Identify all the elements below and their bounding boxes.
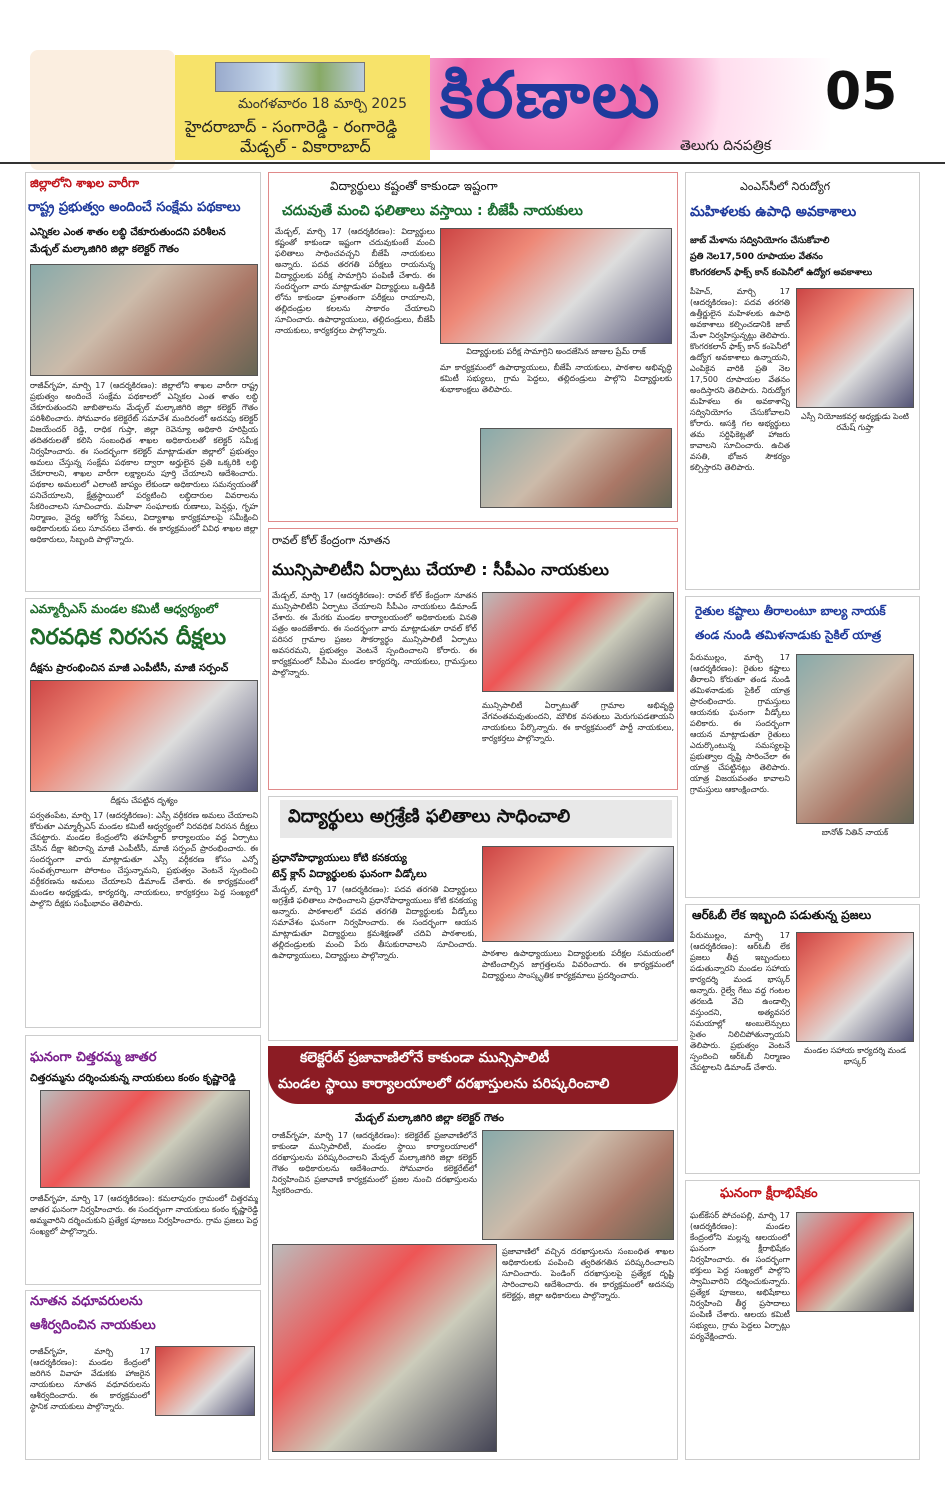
prajavani-photo: [482, 1130, 674, 1240]
masthead-title: కిరణాలు: [440, 58, 662, 133]
article-body-2: మా కార్యక్రమంలో ఉపాధ్యాయులు, బీజేపీ నాయకులు, పాఠశాల అభివృద్ధి కమిటీ సభ్యులు, గ్రామ పెద్దలు, తల్లిదండ్రులు పాల్గొని విద్యార్థులకు శుభాకాంక్షలు తెలిపారు.: [440, 363, 672, 394]
wedding-photo: [155, 1346, 255, 1416]
bullet: దీక్షను ప్రారంభించిన మాజీ ఎంపీటీసీ, మాజీ సర్పంచ్: [30, 663, 229, 674]
bullet: కొంగరకలాన్ ఫాక్స్ కాన్ కంపెనీలో ఉద్యోగ అవకాశాలు: [690, 268, 873, 278]
article-body: పర్వతంపేట, మార్చి 17 (ఆదర్శకిరణం): ఎస్సీ వర్గీకరణ అమలు చేయాలని కోరుతూ ఎమ్మార్పీఎస్ మండల కమిటీ ఆధ్వర్యంలో నిరవధిక నిరసన దీక్షలు చేపట్టారు. మండల కేంద్రంలోని తహసీల్దార్ కార్యాలయం వద్ద ఏర్పాటు చేసిన దీక్షా శిబిరాన్ని మాజీ ఎంపీటీసీ, మాజీ సర్పంచ్ ప్రారంభించారు. ఈ సందర్భంగా వారు మాట్లాడుతూ ఎస్సీ వర్గీకరణ కోసం ఎన్నో సంవత్సరాలుగా పోరాటం చేస్తున్నామని, ప్రభుత్వం వెంటనే స్పందించి వర్గీకరణను అమలు చేయాలని డిమాండ్ చేశారు. ఈ కార్యక్రమంలో మండల అధ్యక్షుడు, కార్యదర్శి, నాయకులు, కార్యకర్తలు పెద్ద సంఖ్యలో పాల్గొని దీక్షకు సంఘీభావం తెలిపారు.: [30, 811, 258, 908]
photo-caption: విద్యార్థులకు పరీక్ష సామాగ్రిని అందజేసిన జాజుల ప్రేమ్ రాజ్: [466, 347, 646, 356]
temple-photo: [40, 1090, 250, 1188]
edition-line-2: మేడ్చల్ - వికారాబాద్: [240, 137, 371, 156]
article-body: పీహెచ్, మార్చి 17 (ఆదర్శకిరణం): పదవ తరగతి ఉత్తీర్ణులైన మహిళలకు ఉపాధి అవకాశాలు కల్పించడానికి జాబ్ మేళా నిర్వహిస్తున్నట్లు తెలిపారు. కొంగరకలాన్ ఫాక్స్ కాన్ కంపెనీలో ఉద్యోగ అవకాశాలు ఉన్నాయని, ఎంపికైన వారికి ప్రతి నెల 17,500 రూపాయల వేతనం అందిస్తారని తెలిపారు. నిరుద్యోగ మహిళలు ఈ అవకాశాన్ని సద్వినియోగం చేసుకోవాలని కోరారు. ఆసక్తి గల అభ్యర్థులు తమ సర్టిఫికెట్లతో హాజరు కావాలని సూచించారు. ఉచిత వసతి, భోజన సౌకర్యం కల్పిస్తారని తెలిపారు.: [690, 287, 790, 472]
article-body: ఘట్‌కేసర్ పోచంపల్లి, మార్చి 17 (ఆదర్శకిరణం): మండల కేంద్రంలోని మల్లన్న ఆలయంలో ఘనంగా క్షీరాభిషేకం నిర్వహించారు. ఈ సందర్భంగా భక్తులు పెద్ద సంఖ్యలో పాల్గొని స్వామివారిని దర్శించుకున్నారు. ప్రత్యేక పూజలు, అభిషేకాలు నిర్వహించి తీర్థ ప్రసాదాలు పంపిణీ చేశారు. ఆలయ కమిటీ సభ్యులు, గ్రామ పెద్దలు ఏర్పాట్లు పర్యవేక్షించారు.: [690, 1211, 790, 1341]
kicker: ఎంఎస్‌సీలో నిరుద్యోగ: [740, 180, 831, 193]
headline: రైతుల కష్టాలు తీరాలంటూ బాల్య నాయక్: [695, 604, 886, 618]
students-photo: [440, 228, 672, 344]
bullet: మేడ్చల్ మల్కాజిగిరి జిల్లా కలెక్టర్ గౌతం: [355, 1113, 504, 1124]
headline: కలెక్టరేట్ ప్రజావాణిలోనే కాకుండా మున్సిపాలిటీ: [300, 1050, 550, 1066]
article-body-2: మున్సిపాలిటీ ఏర్పాటుతో గ్రామాల అభివృద్ధి వేగవంతమవుతుందని, మౌలిక వసతులు మెరుగుపడతాయని నాయకులు పేర్కొన్నారు. ఈ కార్యక్రమంలో పార్టీ నాయకులు, కార్యకర్తలు పాల్గొన్నారు.: [482, 701, 674, 743]
article-body: మేడ్చల్, మార్చి 17 (ఆదర్శకిరణం): రావల్ కోల్ కేంద్రంగా నూతన మున్సిపాలిటీని ఏర్పాటు చేయాలని సీపీఎం నాయకులు డిమాండ్ చేశారు. ఈ మేరకు మండల కార్యాలయంలో అధికారులకు వినతి పత్రం అందజేశారు. ఈ సందర్భంగా వారు మాట్లాడుతూ రావల్ కోల్ పరిసర గ్రామాల ప్రజల సౌకర్యార్థం మున్సిపాలిటీ ఏర్పాటు అవసరమని, ప్రభుత్వం వెంటనే స్పందించాలని కోరారు. ఈ కార్యక్రమంలో సీపీఎం మండల కార్యదర్శి, నాయకులు, గ్రామస్తులు పాల్గొన్నారు.: [272, 591, 477, 677]
article-body: రాజీవ్‌గృహ, మార్చి 17 (ఆదర్శకిరణం): మండల కేంద్రంలో జరిగిన వివాహ వేడుకకు హాజరైన నాయకులు నూతన వధూవరులను ఆశీర్వదించారు. ఈ కార్యక్రమంలో స్థానిక నాయకులు పాల్గొన్నారు.: [30, 1347, 150, 1411]
article-body: రాజీవ్‌గృహ, మార్చి 17 (ఆదర్శకిరణం): కలెక్టరేట్ ప్రజావాణిలోనే కాకుండా మున్సిపాలిటీ, మండల స్థాయి కార్యాలయాలలో దరఖాస్తులను పరిష్కరించాలని మేడ్చల్ మల్కాజిగిరి జిల్లా కలెక్టర్ గౌతం అధికారులను ఆదేశించారు. సోమవారం కలెక్టరేట్‌లో నిర్వహించిన ప్రజావాణి కార్యక్రమంలో ప్రజల నుంచి దరఖాస్తులను స్వీకరించారు.: [272, 1131, 477, 1195]
bullet: మేడ్చల్ మల్కాజిగిరి జిల్లా కలెక్టర్ గౌతం: [30, 244, 179, 255]
ritual-photo: [796, 1212, 914, 1312]
bullet: టెన్త్ క్లాస్ విద్యార్థులకు ఘనంగా వీడ్కోలు: [272, 869, 427, 880]
photo-caption: ఎస్సీ నియోజకవర్గ అధ్యక్షుడు పెంటి ర‌మేష్ గుప్తా: [801, 412, 909, 432]
article-body-2: పాఠశాల ఉపాధ్యాయులు విద్యార్థులకు పరీక్షల సమయంలో పాటించాల్సిన జాగ్రత్తలను వివరించారు. ఈ కార్యక్రమంలో విద్యార్థులు సాంస్కృతిక కార్యక్రమాలు ప్రదర్శించారు.: [482, 949, 674, 980]
article-body: పేరుముల్లం, మార్చి 17 (ఆదర్శకిరణం): రైతుల కష్టాలు తీరాలని కోరుతూ తండ నుండి తమిళనాడుకు సైకిల్ యాత్ర ప్రారంభించారు. గ్రామస్తులు ఆయనకు ఘనంగా వీడ్కోలు పలికారు. ఈ సందర్భంగా ఆయన మాట్లాడుతూ రైతులు ఎదుర్కొంటున్న సమస్యలపై ప్రభుత్వాల దృష్టి సారించేలా ఈ యాత్ర చేపట్టినట్లు తెలిపారు. యాత్ర విజయవంతం కావాలని గ్రామస్తులు ఆకాంక్షించారు.: [690, 653, 790, 794]
bullet: జాబ్ మేళాను సద్వినియోగం చేసుకోవాలి: [690, 236, 830, 246]
headline-line-2: మండల స్థాయి కార్యాలయాలలో దరఖాస్తులను పరిష్కరించాలి: [278, 1076, 610, 1092]
kicker: రావల్ కోల్ కేంద్రంగా నూతన: [272, 534, 391, 547]
bullet: ఎన్నికల ఎంత శాతం లబ్ధి చేకూరుతుందని పరిశీలన: [30, 227, 226, 238]
social-media-logo: [30, 50, 175, 170]
header-divider: [0, 162, 945, 164]
article-body: పేరుముల్లం, మార్చి 17 (ఆదర్శకిరణం): ఆర్ఓబీ లేక ప్రజలు తీవ్ర ఇబ్బందులు పడుతున్నారని మండల సహాయ కార్యదర్శి మండ భాస్కర్ అన్నారు. రైల్వే గేటు వద్ద గంటల తరబడి వేచి ఉండాల్సి వస్తుందని, అత్యవసర సమయాల్లో అంబులెన్సులు సైతం నిలిచిపోతున్నాయని తెలిపారు. ప్రభుత్వం వెంటనే స్పందించి ఆర్ఓబీ నిర్మాణం చేపట్టాలని డిమాండ్ చేశారు.: [690, 931, 790, 1072]
photo-caption: మండల సహాయ కార్యదర్శి మండ భాస్కర్: [803, 1046, 907, 1066]
headline: ఘనంగా చిత్తరమ్మ జాతర: [30, 1050, 157, 1065]
leader-portrait: [796, 288, 914, 408]
article-body: రాజీవ్‌గృహ, మార్చి 17 (ఆదర్శకిరణం): కమలాపురం గ్రామంలో చిత్తరమ్మ జాతర ఘనంగా నిర్వహించారు. ఈ సందర్భంగా నాయకులు కంఠం కృష్ణారెడ్డి అమ్మవారిని దర్శించుకుని ప్రత్యేక పూజలు నిర్వహించారు. గ్రామ ప్రజలు పెద్ద సంఖ్యలో పాల్గొన్నారు.: [30, 1194, 258, 1236]
cyclist-photo: [796, 654, 914, 824]
headline-line-2: తండ నుండి తమిళనాడుకు సైకిల్ యాత్ర: [695, 628, 882, 642]
city-skyline-image: [215, 62, 365, 92]
applicants-photo: [272, 1244, 497, 1452]
protest-photo: [30, 680, 258, 792]
article-body-2: ప్రజావాణిలో వచ్చిన దరఖాస్తులను సంబంధిత శాఖల అధికారులకు పంపించి త్వరితగతిన పరిష్కరించాలని సూచించారు. పెండింగ్ దరఖాస్తులపై ప్రత్యేక దృష్టి సారించాలని ఆదేశించారు. ఈ కార్యక్రమంలో అదనపు కలెక్టర్లు, జిల్లా అధికారులు పాల్గొన్నారు.: [502, 1247, 674, 1300]
issue-date: మంగళవారం 18 మార్చి 2025: [238, 96, 407, 112]
article-body: మేడ్చల్, మార్చి 17 (ఆదర్శకిరణం): విద్యార్థులు కష్టంతో కాకుండా ఇష్టంగా చదువుకుంటే మంచి ఫలితాలు సాధించవచ్చని బీజేపీ నాయకులు అన్నారు. పదవ తరగతి పరీక్షలు రాయనున్న విద్యార్థులకు పరీక్ష సామాగ్రిని పంపిణీ చేశారు. ఈ సందర్భంగా వారు మాట్లాడుతూ విద్యార్థులు ఒత్తిడికి లోను కాకుండా ప్రశాంతంగా పరీక్షలు రాయాలని, తల్లిదండ్రుల కలలను సాకారం చేయాలని సూచించారు. ఉపాధ్యాయులు, తల్లిదండ్రులు, బీజేపీ నాయకులు, కార్యకర్తలు పాల్గొన్నారు.: [275, 227, 435, 335]
headline: ఘనంగా క్షీరాభిషేకం: [720, 1186, 818, 1201]
bullet: ప్రధానోపాధ్యాయులు కోటి కనకయ్య: [272, 853, 407, 864]
headline-line-2: ఆశీర్వదించిన నాయకులు: [30, 1318, 156, 1333]
article-body: మేడ్చల్, మార్చి 17 (ఆదర్శకిరణం): పదవ తరగతి విద్యార్థులు అగ్రశ్రేణి ఫలితాలు సాధించాలని ప్రధానోపాధ్యాయులు కోటి కనకయ్య అన్నారు. పాఠశాలలో పదవ తరగతి విద్యార్థులకు వీడ్కోలు సమావేశం ఘనంగా నిర్వహించారు. ఈ సందర్భంగా ఆయన మాట్లాడుతూ విద్యార్థులు క్రమశిక్షణతో చదివి పాఠశాలకు, తల్లిదండ్రులకు మంచి పేరు తీసుకురావాలని సూచించారు. ఉపాధ్యాయులు, విద్యార్థులు పాల్గొన్నారు.: [272, 885, 477, 960]
headline: చదువుతే మంచి ఫలితాలు వస్తాయి : బీజేపీ నాయకులు: [282, 203, 583, 219]
article-body: రాజీవ్‌గృహ, మార్చి 17 (ఆదర్శకిరణం): జిల్లాలోని శాఖల వారీగా రాష్ట్ర ప్రభుత్వం అందించే సంక్షేమ పథకాలలో ఎన్నికల ఎంత శాతం లబ్ధి చేకూరుతుందని జాబితాలను మేడ్చల్ మల్కాజిగిరి జిల్లా కలెక్టర్ గౌతం పరిశీలించారు. సోమవారం కలెక్టరేట్ సమావేశ మందిరంలో అదనపు కలెక్టర్ విజయేందర్ రెడ్డి, రాధిక గుప్తా, జిల్లా రెవెన్యూ అధికారి హరిప్రియ తదితరులతో కలిసి సంబంధిత శాఖల అధికారులతో కలెక్టర్ సమీక్ష నిర్వహించారు. ఈ సందర్భంగా కలెక్టర్ మాట్లాడుతూ జిల్లాలో ప్రభుత్వం అమలు చేస్తున్న సంక్షేమ పథకాల ద్వారా అర్హులైన ప్రతి ఒక్కరికి లబ్ధి చేకూరాలని, శాఖల వారీగా లక్ష్యాలను పూర్తి చేయాలని ఆదేశించారు. పథకాల అమలులో ఎలాంటి జాప్యం లేకుండా అధికారులు సమన్వయంతో పనిచేయాలని, క్షేత్రస్థాయిలో పర్యటించి లబ్ధిదారుల వివరాలను సేకరించాలని సూచించారు. మహిళా సంఘాలకు రుణాలు, పెన్షన్లు, గృహ నిర్మాణం, వైద్య ఆరోగ్య సేవలు, విద్యాశాఖ కార్యక్రమాలపై సమీక్షించి అధికారులకు పలు సూచనలు చేశారు. ఈ కార్యక్రమంలో వివిధ శాఖల జిల్లా అధికారులు, సిబ్బంది పాల్గొన్నారు.: [30, 381, 258, 544]
edition-line-1: హైదరాబాద్ - సంగారెడ్డి - రంగారెడ్డి: [185, 117, 398, 136]
photo-caption: దీక్షను చేపట్టిన దృశ్యం: [110, 796, 178, 805]
kicker: విద్యార్థులు కష్టంతో కాకుండా ఇష్టంగా: [330, 179, 498, 193]
photo-caption: బానోత్ నితిన్ నాయక్: [821, 828, 889, 837]
headline: నూతన వధూవరులను: [30, 1294, 143, 1309]
classroom-photo: [480, 428, 672, 508]
headline: విద్యార్థులు అగ్రశ్రేణి ఫలితాలు సాధించాలి: [288, 806, 571, 827]
farewell-photo: [482, 846, 674, 942]
kicker: ఎమ్మార్పీఎస్ మండల కమిటీ ఆధ్వర్యంలో: [30, 602, 218, 616]
headline: నిరవధిక నిరసన దీక్షలు: [30, 625, 227, 650]
masthead-subtitle: తెలుగు దినపత్రిక: [680, 138, 772, 154]
headline: మున్సిపాలిటీని ఏర్పాటు చేయాలి : సీపీఎం నాయకులు: [272, 560, 609, 579]
bullet: చిత్తరమ్మను దర్శించుకున్న నాయకులు కంఠం కృష్ణారెడ్డి: [30, 1073, 236, 1084]
headline: ఆర్ఓబీ లేక ఇబ్బంది పడుతున్న ప్రజలు: [692, 908, 872, 922]
cpm-leaders-photo: [482, 592, 674, 692]
bullet: ప్రతి నెల17,500 రూపాయల వేతనం: [690, 252, 823, 262]
headline: మహిళలకు ఉపాధి అవకాశాలు: [690, 204, 857, 220]
collector-meeting-photo: [30, 264, 258, 376]
kicker: జిల్లాలోని శాఖల వారీగా: [30, 176, 140, 190]
page-number: 05: [825, 62, 898, 122]
secretary-portrait: [796, 932, 914, 1042]
headline: రాష్ట్ర ప్రభుత్వం అందించే సంక్షేమ పథకాలు: [28, 200, 241, 215]
